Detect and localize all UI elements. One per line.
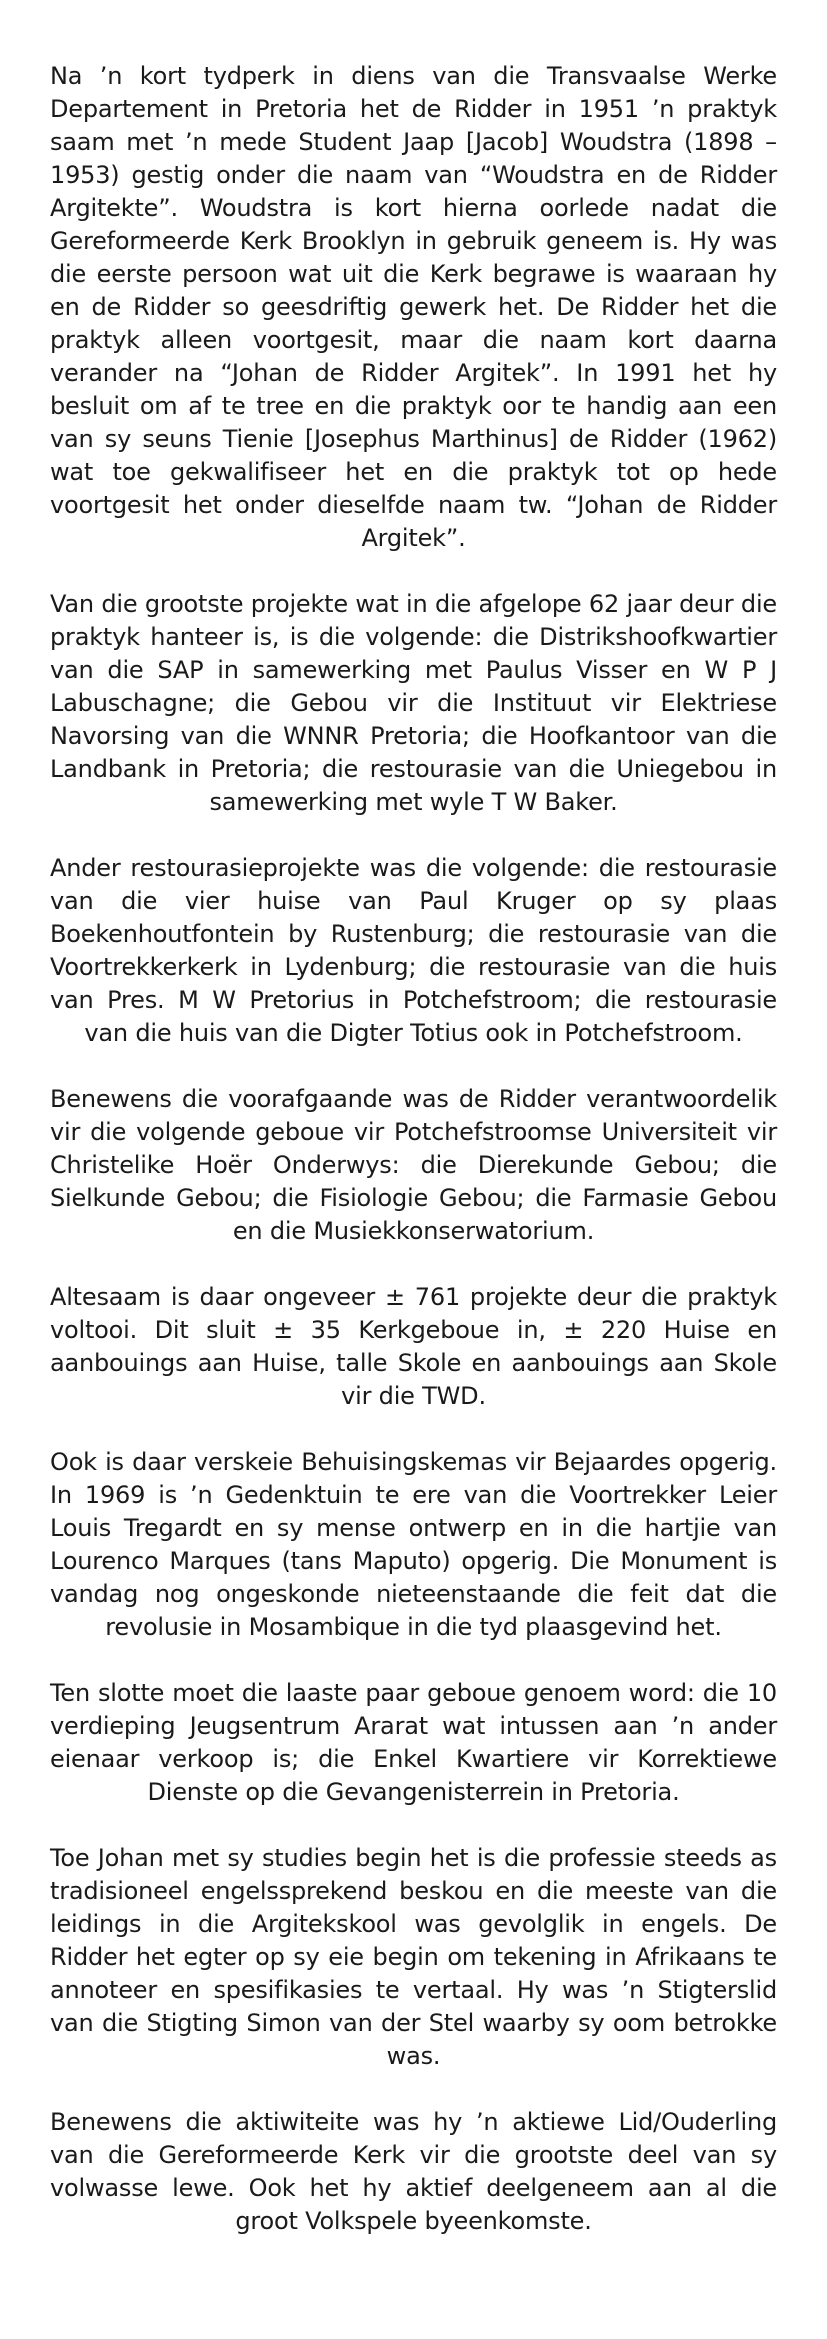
paragraph-church-volkspele: Benewens die aktiwiteite was hy ’n aktiewe Lid/Ouderling van die Gereformeerde Kerk vir die grootste deel van sy volwasse lewe. Ook het hy aktief deelgeneem aan al die groot Volkspele byeenkomste. (50, 2108, 777, 2235)
paragraph-afrikaans-profession: Toe Johan met sy studies begin het is die professie steeds as tradisioneel engelssprekend beskou en die meeste van die leidings in die Argitekskool was gevolglik in engels. De Ridder het egter op sy eie begin om tekening in Afrikaans te annoteer en spesifikasies te vertaal. Hy was ’n Stigterslid van die Stigting Simon van der Stel waarby sy oom betrokke was. (50, 1844, 777, 2070)
paragraph-final-buildings: Ten slotte moet die laaste paar geboue genoem word: die 10 verdieping Jeugsentrum Ararat wat intussen aan ’n ander eienaar verkoop is; die Enkel Kwartiere vir Korrektiewe Dienste op die Gevangenisterrein in Pretoria. (50, 1679, 777, 1806)
document-page (50, 60, 777, 2238)
paragraph-major-projects: Van die grootste projekte wat in die afgelope 62 jaar deur die praktyk hanteer is, is die volgende: die Distrikshoofkwartier van die SAP in samewerking met Paulus Visser en W P J Labuschagne; die Gebou vir die Instituut vir Elektriese Navorsing van die WNNR Pretoria; die Hoofkantoor van die Landbank in Pretoria; die restourasie van die Uniegebou in samewerking met wyle T W Baker. (50, 590, 777, 816)
paragraph-practice-history: Na ’n kort tydperk in diens van die Transvaalse Werke Departement in Pretoria het de Ridder in 1951 ’n praktyk saam met ’n mede Student Jaap [Jacob] Woudstra (1898 – 1953) gestig onder die naam van “Woudstra en de Ridder Argitekte”. Woudstra is kort hierna oorlede nadat die Gereformeerde Kerk Brooklyn in gebruik geneem is. Hy was die eerste persoon wat uit die Kerk begrawe is waaraan hy en de Ridder so geesdriftig gewerk het. De Ridder het die praktyk alleen voortgesit, maar die naam kort daarna verander na “Johan de Ridder Argitek”. In 1991 het hy besluit om af te tree en die praktyk oor te handig aan een van sy seuns Tienie [Josephus Marthinus] de Ridder (1962) wat toe gekwalifiseer het en die praktyk tot op hede voortgesit het onder dieselfde naam tw. “Johan de Ridder Argitek”. (50, 62, 777, 552)
paragraph-restoration-projects: Ander restourasieprojekte was die volgende: die restourasie van die vier huise van Paul Kruger op sy plaas Boekenhoutfontein by Rustenburg; die restourasie van die Voortrekkerkerk in Lydenburg; die restourasie van die huis van Pres. M W Pretorius in Potchefstroom; die restourasie van die huis van die Digter Totius ook in Potchefstroom. (50, 854, 777, 1047)
paragraph-project-totals: Altesaam is daar ongeveer ± 761 projekte deur die praktyk voltooi. Dit sluit ± 35 Kerkgeboue in, ± 220 Huise en aanbouings aan Huise, talle Skole en aanbouings aan Skole vir die TWD. (50, 1283, 777, 1410)
paragraph-housing-schemes: Ook is daar verskeie Behuisingskemas vir Bejaardes opgerig. In 1969 is ’n Gedenktuin te ere van die Voortrekker Leier Louis Tregardt en sy mense ontwerp en in die hartjie van Lourenco Marques (tans Maputo) opgerig. Die Monument is vandag nog ongeskonde nieteenstaande die feit dat die revolusie in Mosambique in die tyd plaasgevind het. (50, 1448, 777, 1641)
paragraph-university-buildings: Benewens die voorafgaande was de Ridder verantwoordelik vir die volgende geboue vir Potchefstroomse Universiteit vir Christelike Hoër Onderwys: die Dierekunde Gebou; die Sielkunde Gebou; die Fisiologie Gebou; die Farmasie Gebou en die Musiekkonserwatorium. (50, 1085, 777, 1245)
